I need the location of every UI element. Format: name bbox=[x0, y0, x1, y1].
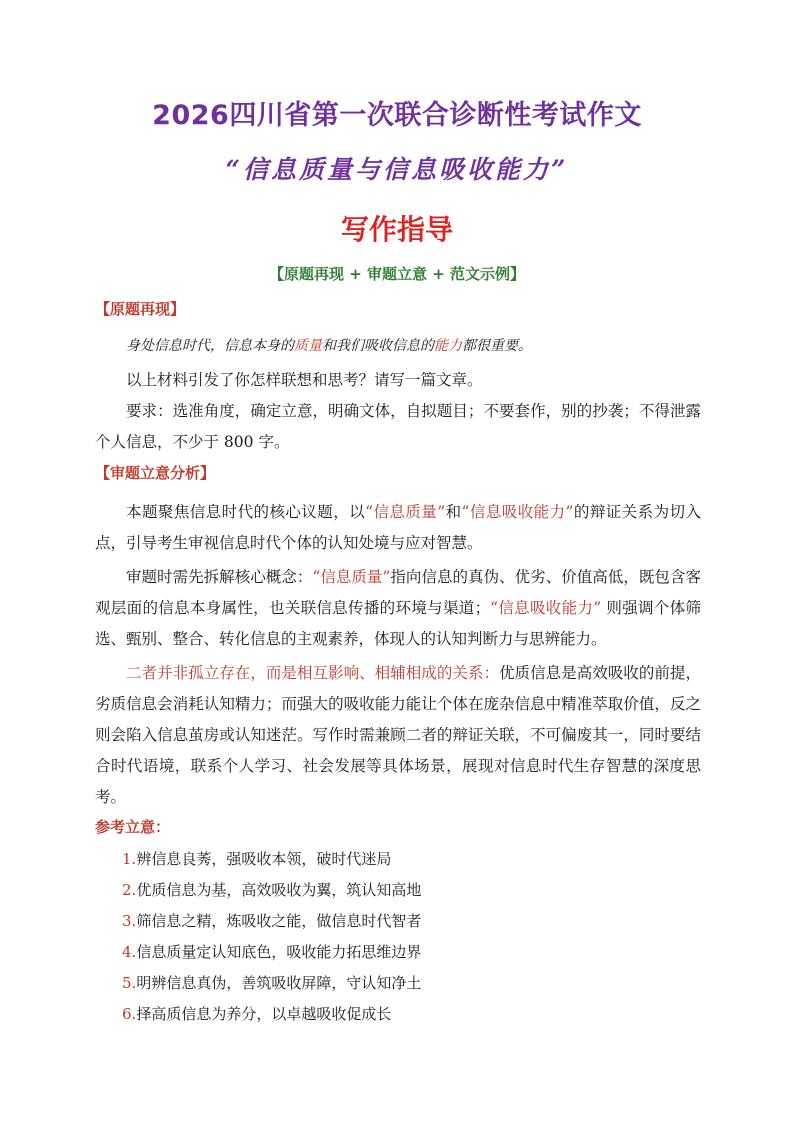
item-number: 1. bbox=[122, 850, 137, 868]
prompt-text: 以上材料引发了你怎样联想和思考？请写一篇文章。 bbox=[126, 371, 483, 389]
item-text: 优质信息为基，高效吸收为翼，筑认知高地 bbox=[136, 881, 422, 899]
material-part2: 和我们吸收信息的 bbox=[322, 338, 434, 354]
p2-highlight-quality: “信息质量” bbox=[312, 568, 391, 586]
analysis-paragraph-2 bbox=[95, 562, 701, 655]
item-number: 3. bbox=[122, 912, 137, 930]
list-item bbox=[122, 906, 421, 937]
list-item bbox=[122, 968, 421, 999]
list-item bbox=[122, 937, 421, 968]
guide-heading: 写作指导 bbox=[340, 213, 453, 246]
p2-highlight-ability: “信息吸收能力” bbox=[490, 599, 602, 617]
material-text bbox=[95, 330, 701, 362]
material-part1: 身处信息时代，信息本身的 bbox=[126, 338, 294, 354]
p1-text-c: 的辩证关系为切入点，引导考生审视信息时代个体的认知处境与应对智慧。 bbox=[95, 503, 701, 552]
document-title: 2026四川省第一次联合诊断性考试作文 bbox=[152, 100, 642, 131]
item-text: 择高质信息为养分，以卓越吸收促成长 bbox=[136, 1005, 392, 1023]
item-number: 2. bbox=[122, 881, 137, 899]
list-item bbox=[122, 844, 421, 875]
analysis-heading: 【审题立意分析】 bbox=[95, 464, 216, 482]
p1-text-a: 本题聚焦信息时代的核心议题，以 bbox=[126, 503, 366, 521]
list-item bbox=[122, 875, 421, 906]
contents-subtitle: 【原题再现 + 审题立意 + 范文示例】 bbox=[268, 265, 526, 283]
material-part3: 都很重要。 bbox=[462, 338, 532, 354]
requirements-text: 要求：选准角度，确定立意，明确文体，自拟题目；不要套作，别的抄袭；不得泄露个人信息，不少于 800 字。 bbox=[95, 402, 701, 451]
essay-topic: “信息质量与信息吸收能力” bbox=[225, 155, 569, 184]
original-question-heading: 【原题再现】 bbox=[95, 300, 186, 318]
analysis-paragraph-1 bbox=[95, 497, 701, 559]
list-item bbox=[122, 999, 421, 1030]
p1-highlight-ability: “信息吸收能力” bbox=[461, 503, 574, 521]
p3-highlight: 二者并非孤立存在，而是相互影响、相辅相成的关系： bbox=[126, 664, 499, 682]
p2-text-b: 指向信息的真伪、优劣、价值高低，既包含客观层面的信息本身属性，也关联信息传播的环境与渠道； bbox=[95, 568, 701, 617]
p2-text-a: 审题时需先拆解核心概念： bbox=[126, 568, 313, 586]
item-text: 辨信息良莠，强吸收本领，破时代迷局 bbox=[136, 850, 392, 868]
material-highlight-quality: 质量 bbox=[294, 338, 322, 354]
reference-ideas-list bbox=[122, 844, 421, 1030]
item-text: 筛信息之精，炼吸收之能，做信息时代智者 bbox=[136, 912, 422, 930]
p2-text-c: 则强调个体筛选、甄别、整合、转化信息的主观素养，体现人的认知判断力与思辨能力。 bbox=[95, 599, 701, 648]
item-text: 明辨信息真伪，善筑吸收屏障，守认知净土 bbox=[136, 974, 422, 992]
reference-ideas-label: 参考立意： bbox=[95, 818, 171, 836]
item-number: 4. bbox=[122, 943, 137, 961]
analysis-paragraph-3 bbox=[95, 658, 701, 813]
p1-highlight-quality: “信息质量” bbox=[365, 503, 446, 521]
item-number: 6. bbox=[122, 1005, 137, 1023]
item-text: 信息质量定认知底色，吸收能力拓思维边界 bbox=[136, 943, 422, 961]
p1-text-b: 和 bbox=[445, 503, 462, 521]
material-highlight-ability: 能力 bbox=[434, 338, 462, 354]
item-number: 5. bbox=[122, 974, 137, 992]
p3-text: 优质信息是高效吸收的前提，劣质信息会消耗认知精力；而强大的吸收能力能让个体在庞杂信息中精准萃取价值，反之则会陷入信息茧房或认知迷茫。写作时需兼顾二者的辩证关联，不可偏废其一，同时要结合时代语境，联系个人学习、社会发展等具体场景，展现对信息时代生存智慧的深度思考。 bbox=[95, 664, 701, 806]
